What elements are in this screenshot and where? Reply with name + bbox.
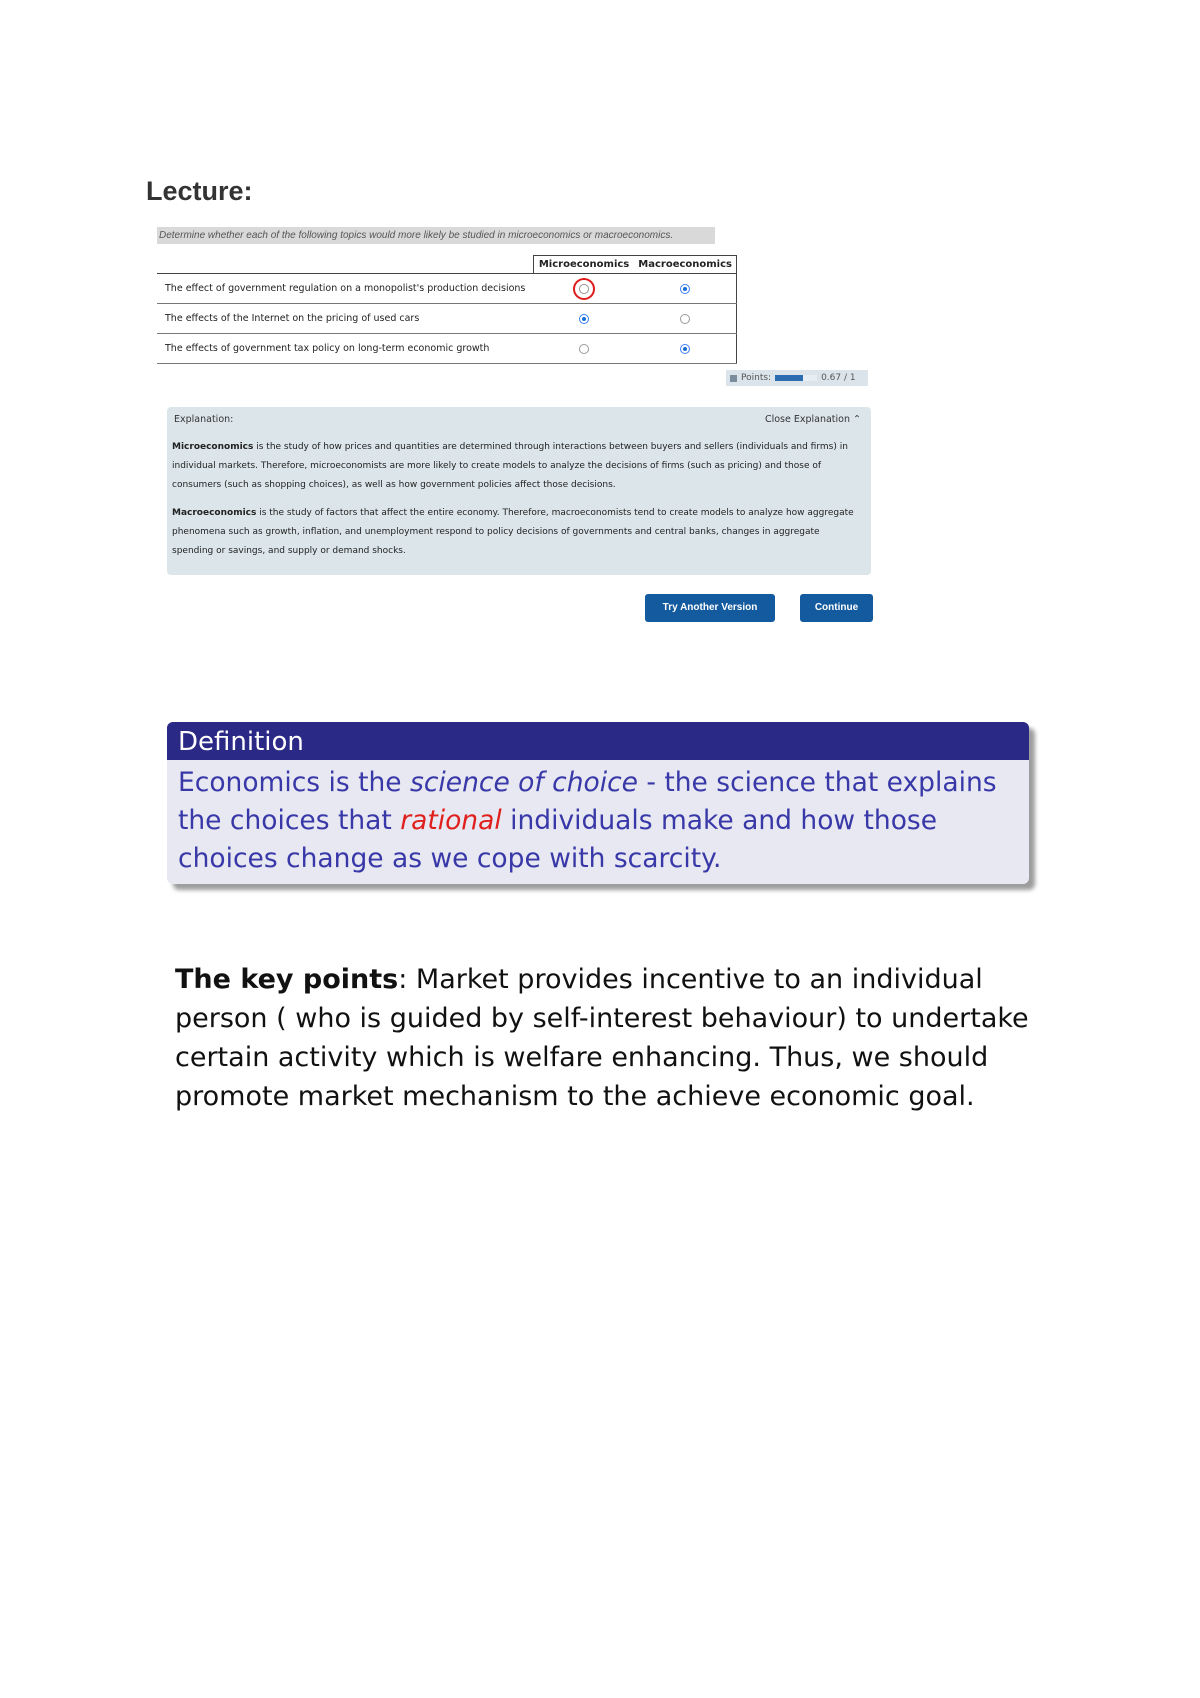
points-progress-fill [775,375,803,381]
lecture-heading: Lecture: [146,176,253,206]
definition-body [167,760,1029,882]
points-label: Points: [741,373,772,383]
definition-italic: science of choice [410,767,638,798]
column-header-macro: Macroeconomics [634,256,736,274]
column-header-micro: Microeconomics [533,256,634,274]
key-points-label: The key points [175,964,399,995]
points-flag-icon [730,375,737,382]
radio-macro[interactable] [680,314,690,324]
row-topic: The effects of the Internet on the pricing of used cars [157,304,533,334]
table-row [157,304,737,334]
table-header-blank [157,256,533,274]
points-value: 0.67 / 1 [821,373,856,383]
definition-red-italic: rational [400,805,502,836]
explanation-label: Explanation: [174,414,234,425]
radio-micro[interactable] [579,344,589,354]
points-indicator [726,370,868,386]
radio-micro[interactable] [579,314,589,324]
definition-heading: Definition [167,722,1029,760]
table-row [157,334,737,364]
quiz-table [157,255,737,364]
definition-block [167,722,1029,884]
macro-text: is the study of factors that affect the entire economy. Therefore, macroeconomists tend to create models to analyze how aggregate phenomena such as growth, inflation, and unemployment respond to policy decisions of governments and central banks, changes in aggregate spending or savings, and supply or demand shocks. [172,508,854,556]
definition-text-1: Economics is the [178,767,411,798]
macro-paragraph [172,504,862,561]
radio-macro[interactable] [680,344,690,354]
key-points-text: : Market provides incentive to an individual person ( who is guided by self-interest behaviour) to undertake certain activity which is welfare enhancing. Thus, we should promote market mechanism to the achieve economic goal. [175,964,1029,1112]
micro-term: Microeconomics [172,442,254,452]
close-explanation-label: Close Explanation [764,414,850,425]
micro-paragraph [172,438,862,495]
macro-term: Macroeconomics [172,508,257,518]
close-explanation-link[interactable] [765,414,861,425]
try-another-version-button[interactable]: Try Another Version [645,594,775,622]
table-row [157,274,737,304]
key-points-paragraph [175,960,1055,1116]
points-progress-bar [775,375,817,381]
radio-macro[interactable] [680,284,690,294]
row-topic: The effect of government regulation on a monopolist's production decisions [157,274,533,304]
chevron-up-icon: ⌃ [853,414,861,425]
explanation-panel [167,407,871,575]
radio-micro[interactable] [579,284,589,294]
definition-text-2: - the science that explains the choices that [178,767,997,836]
row-topic: The effects of government tax policy on long-term economic growth [157,334,533,364]
quiz-instruction: Determine whether each of the following topics would more likely be studied in microeconomics or macroeconomics. [157,227,715,244]
micro-text: is the study of how prices and quantities are determined through interactions between buyers and sellers (individuals and firms) in individual markets. Therefore, microeconomists are more likely to create models to analyze the decisions of firms (such as pricing) and those of consumers (such as shopping choices), as well as how government policies affect those decisions. [172,442,848,490]
continue-button[interactable]: Continue [800,594,873,622]
definition-text-3: individuals make and how those choices change as we cope with scarcity. [178,805,938,874]
